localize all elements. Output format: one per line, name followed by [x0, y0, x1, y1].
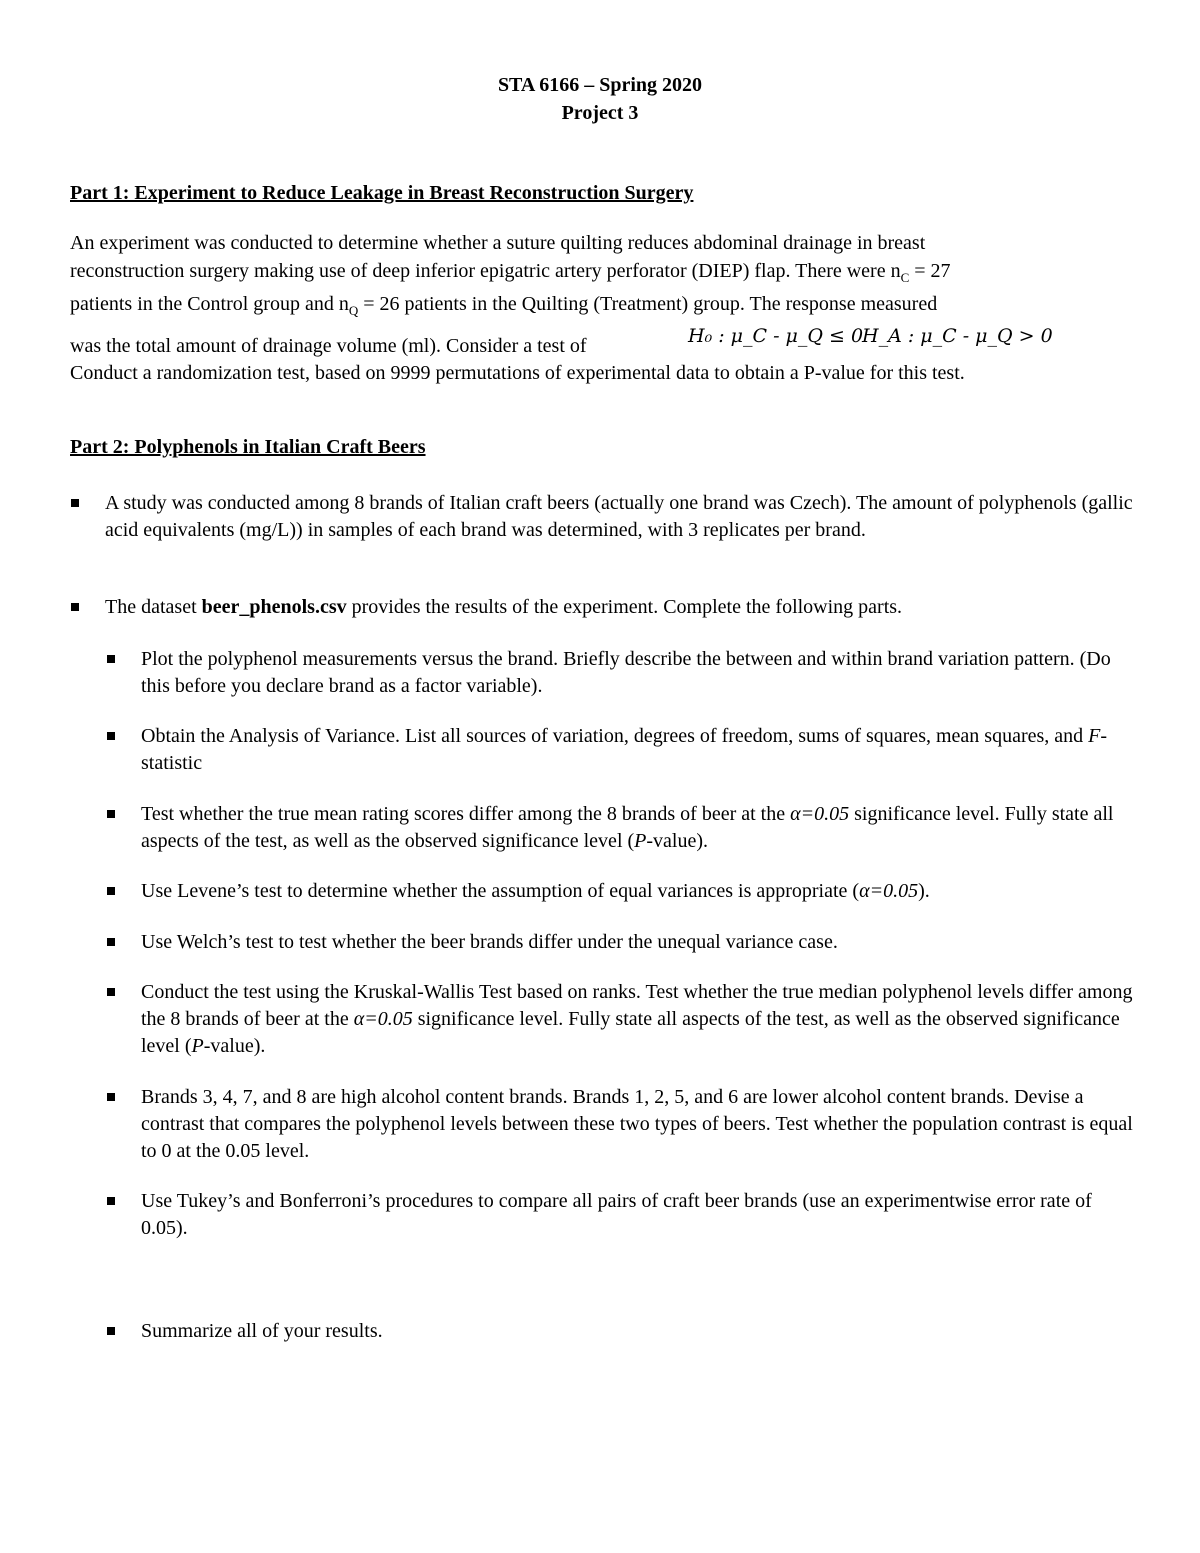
- list-item: Plot the polyphenol measurements versus the brand. Briefly describe the between and within brand variation pattern. (Do this before you declare brand as a factor variable).: [141, 646, 1141, 700]
- bullet-icon: [71, 603, 79, 611]
- null-hypothesis: H₀ : μ_C - μ_Q ≤ 0: [688, 324, 864, 347]
- part1-line5: Conduct a randomization test, based on 9999 permutations of experimental data to obtain a P-value for this test.: [70, 362, 965, 384]
- list-item: Use Tukey’s and Bonferroni’s procedures to compare all pairs of craft beer brands (use an experimentwise error rate of 0.05).: [141, 1188, 1141, 1242]
- part1-line3: patients in the Control group and $n_Q = 26$ patients in the Quilting (Treatment) group. The response measured: [70, 293, 938, 318]
- part1-line2: reconstruction surgery making use of deep inferior epigatric artery perforator (DIEP) flap. There were $n_C = 27$: [70, 259, 951, 285]
- bullet-icon: [107, 1197, 115, 1205]
- list-item: Summarize all of your results.: [141, 1318, 1141, 1345]
- bullet-icon: [107, 938, 115, 946]
- list-item: Obtain the Analysis of Variance. List all sources of variation, degrees of freedom, sums of squares, mean squares, and F-statistic: [141, 723, 1141, 777]
- list-item: Brands 3, 4, 7, and 8 are high alcohol content brands. Brands 1, 2, 5, and 6 are lower alcohol content brands. Devise a contrast that compares the polyphenol levels between these two types of beers. Test whether the population contrast is equal to 0 at the 0.05 level.: [141, 1084, 1141, 1165]
- part1-line1: An experiment was conducted to determine whether a suture quilting reduces abdominal drainage in breast: [70, 232, 926, 254]
- part2-heading: Part 2: Polyphenols in Italian Craft Beers: [70, 436, 426, 458]
- list-item: A study was conducted among 8 brands of Italian craft beers (actually one brand was Czech). The amount of polyphenols (gallic acid equivalents (mg/L)) in samples of each brand was determined, with 3 replicates per brand.: [105, 490, 1140, 544]
- list-item: Conduct the test using the Kruskal-Wallis Test based on ranks. Test whether the true median polyphenol levels differ among the 8 brands of beer at the α=0.05 significance level. Fully state all aspects of the test, as well as the observed significance level (P-value).: [141, 979, 1141, 1060]
- part1-heading: Part 1: Experiment to Reduce Leakage in Breast Reconstruction Surgery: [70, 182, 694, 204]
- project-title: Project 3: [561, 102, 639, 124]
- bullet-icon: [107, 655, 115, 663]
- list-item: Use Welch’s test to test whether the beer brands differ under the unequal variance case.: [141, 929, 1141, 956]
- bullet-icon: [107, 887, 115, 895]
- dataset-filename: beer_phenols.csv: [201, 596, 347, 618]
- list-item: Use Levene’s test to determine whether the assumption of equal variances is appropriate (α=0.05).: [141, 878, 1141, 905]
- part1-paragraph: [70, 230, 1140, 388]
- alt-hypothesis: H_A : μ_C - μ_Q > 0: [862, 324, 1053, 347]
- bullet-icon: [107, 810, 115, 818]
- bullet-icon: [107, 1327, 115, 1335]
- bullet-icon: [71, 499, 79, 507]
- list-item: Test whether the true mean rating scores differ among the 8 brands of beer at the α=0.05 significance level. Fully state all aspects of the test, as well as the observed significance level (P-value).: [141, 801, 1141, 855]
- part1-line4: was the total amount of drainage volume (ml). Consider a test of H₀ : μ_C - μ_Q ≤ 0 H_A : μ_C - μ_Q > 0: [70, 324, 1053, 357]
- bullet-icon: [107, 988, 115, 996]
- list-item: The dataset beer_phenols.csv provides the results of the experiment. Complete the following parts.: [105, 594, 1165, 621]
- bullet-icon: [107, 732, 115, 740]
- bullet-icon: [107, 1093, 115, 1101]
- course-title: STA 6166 – Spring 2020: [497, 74, 703, 96]
